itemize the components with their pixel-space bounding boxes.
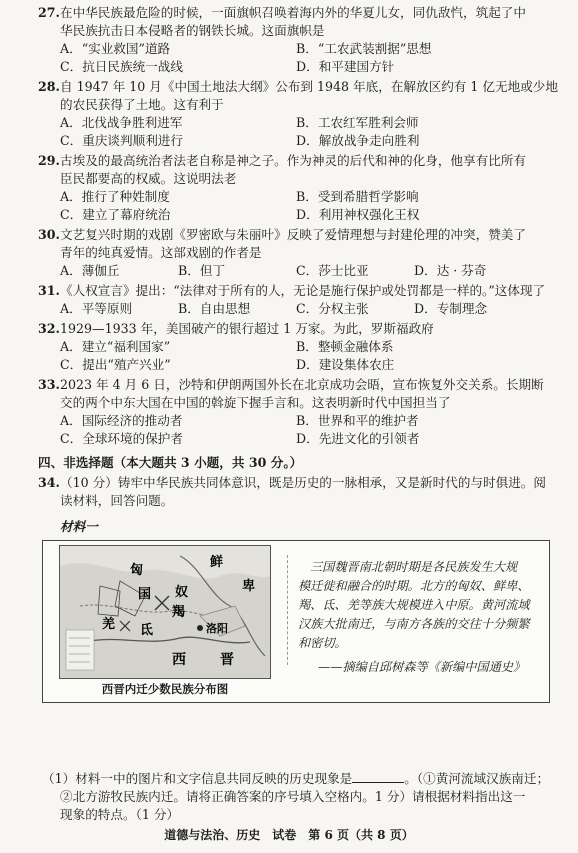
question-stem: 华民族抗击日本侵略者的钢铁长城。这面旗帜是 <box>60 23 325 38</box>
map-label-di: 氐 <box>140 623 154 638</box>
option-a[interactable]: A．建立“福利国家” <box>60 339 171 354</box>
quote-line: 羯、氐、羌等族大规模进入中原。黄河流域 <box>298 598 530 612</box>
option-c[interactable]: C．建立了幕府统治 <box>60 207 171 222</box>
question-stem: 1929—1933 年，美国破产的银行超过 1 万家。为此，罗斯福政府 <box>60 321 434 336</box>
question-stem: 青年的纯真爱情。这部戏剧的作者是 <box>60 245 262 260</box>
quote-line: 和密切。 <box>298 636 347 650</box>
option-b[interactable]: B．受到希腊哲学影响 <box>296 189 419 204</box>
option-a[interactable]: A．北伐战争胜利进军 <box>60 115 183 130</box>
material-box <box>42 540 550 703</box>
map-image <box>59 545 271 679</box>
option-d[interactable]: D．专制理念 <box>414 301 488 316</box>
question-number: 31. <box>38 283 60 298</box>
option-c[interactable]: C．全球环境的保护者 <box>60 431 183 446</box>
question-stem: 古埃及的最高统治者法老自称是神之子。作为神灵的后代和神的化身，他享有比所有 <box>60 153 526 168</box>
option-c[interactable]: C．重庆谈判顺利进行 <box>60 133 183 148</box>
option-c[interactable]: C．莎士比亚 <box>296 263 369 278</box>
question-number: 33. <box>38 377 60 392</box>
option-d[interactable]: D．建设集体农庄 <box>296 357 395 372</box>
option-b[interactable]: B．整顿金融体系 <box>296 339 394 354</box>
map-label-xian: 鲜 <box>210 555 224 570</box>
sub-question-text: ②北方游牧民族内迁。请将正确答案的序号填入空格内。1 分）请根据材料指出这一 <box>60 789 526 804</box>
option-c[interactable]: C．分权主张 <box>296 301 369 316</box>
question-stem: 交的两个中东大国在中国的斡旋下握手言和。这表明新时代中国担当了 <box>60 395 451 410</box>
option-a[interactable]: A．推行了种姓制度 <box>60 189 170 204</box>
option-b[interactable]: B．“工农武装割据”思想 <box>296 41 432 56</box>
question-number: 29. <box>38 153 60 168</box>
option-a[interactable]: A．国际经济的推动者 <box>60 413 183 428</box>
question-number: 34. <box>38 475 60 490</box>
option-d[interactable]: D．利用神权强化王权 <box>296 207 420 222</box>
question-number: 32. <box>38 321 60 336</box>
sub-question-text: （1）材料一中的图片和文字信息共同反映的历史现象是 <box>42 771 353 786</box>
question-number: 30. <box>38 227 60 242</box>
sub-question-text: 现象的特点。（1 分） <box>60 807 180 822</box>
option-a[interactable]: A．薄伽丘 <box>60 263 120 278</box>
quote-line: 模迁徙和融合的时期。北方的匈奴、鲜卑、 <box>298 579 530 593</box>
map-label-xiongnu: 匈 <box>130 563 144 578</box>
question-stem: （10 分）铸牢中华民族共同体意识，既是历史的一脉相承，又是新时代的与时俱进。阅 <box>60 475 546 490</box>
answer-blank[interactable] <box>352 770 404 783</box>
option-d[interactable]: D．达 · 芬奇 <box>414 263 487 278</box>
option-c[interactable]: C．抗日民族统一战线 <box>60 59 183 74</box>
quote-text <box>287 555 543 674</box>
page-footer: 道德与法治、历史 试卷 第 6 页（共 8 页） <box>164 828 414 842</box>
question-stem: 自 1947 年 10 月《中国土地法大纲》公布到 1948 年底，在解放区约有 1 亿无地或少地 <box>60 79 558 94</box>
map-label-bei: 卑 <box>242 579 256 594</box>
question-stem: 2023 年 4 月 6 日，沙特和伊朗两国外长在北京成功会晤，宣布恢复外交关系。长期断 <box>60 377 544 392</box>
option-b[interactable]: B．工农红军胜利会师 <box>296 115 419 130</box>
question-stem: 臣民都要高的权威。这说明法老 <box>60 171 237 186</box>
sub-question-text: 。（①黄河流域汉族南迁； <box>404 771 550 786</box>
map-label-jin: 晋 <box>220 652 234 668</box>
question-stem: 的农民获得了土地。这有利于 <box>60 97 224 112</box>
option-d[interactable]: D．先进文化的引领者 <box>296 431 420 446</box>
map-figure <box>60 546 270 678</box>
map-label-xi: 西 <box>172 652 186 668</box>
map-label-nu: 奴 <box>175 585 189 600</box>
question-stem: 《人权宣言》提出：“法律对于所有的人，无论是施行保护或处罚都是一样的。”这体现了 <box>60 283 546 298</box>
map-caption: 西晋内迁少数民族分布图 <box>101 682 229 696</box>
question-stem: 读材料，回答问题。 <box>60 493 174 508</box>
question-stem: 在中华民族最危险的时候，一面旗帜召唤着海内外的华夏儿女，同仇敌忾，筑起了中 <box>60 5 526 20</box>
map-label-jie: 羯 <box>172 605 186 620</box>
question-number: 28. <box>38 79 60 94</box>
option-d[interactable]: D．和平建国方针 <box>296 59 395 74</box>
option-b[interactable]: B．世界和平的维护者 <box>296 413 419 428</box>
map-label-guo: 国 <box>138 587 152 602</box>
question-number: 27. <box>38 5 60 20</box>
option-b[interactable]: B．但丁 <box>178 263 226 278</box>
option-a[interactable]: A．平等原则 <box>60 301 133 316</box>
quote-source: ——摘编自邱树森等《新编中国通史》 <box>318 660 526 674</box>
option-d[interactable]: D．解放战争走向胜利 <box>296 133 420 148</box>
option-a[interactable]: A．“实业救国”道路 <box>60 41 171 56</box>
section-heading: 四、非选择题（本大题共 3 小题，共 30 分。） <box>38 455 303 470</box>
quote-line: 三国魏晋南北朝时期是各民族发生大规 <box>310 560 518 574</box>
quote-line: 汉族大批南迁，与南方各族的交往十分频繁 <box>298 617 530 631</box>
map-label-luoyang: 洛阳 <box>206 622 228 635</box>
question-stem: 文艺复兴时期的戏剧《罗密欧与朱丽叶》反映了爱情理想与封建伦理的冲突，赞美了 <box>60 227 526 242</box>
material-title: 材料一 <box>60 519 98 534</box>
option-c[interactable]: C．提出“殖产兴业” <box>60 357 171 372</box>
option-b[interactable]: B．自由思想 <box>178 301 251 316</box>
map-label-qiang: 羌 <box>102 617 116 632</box>
